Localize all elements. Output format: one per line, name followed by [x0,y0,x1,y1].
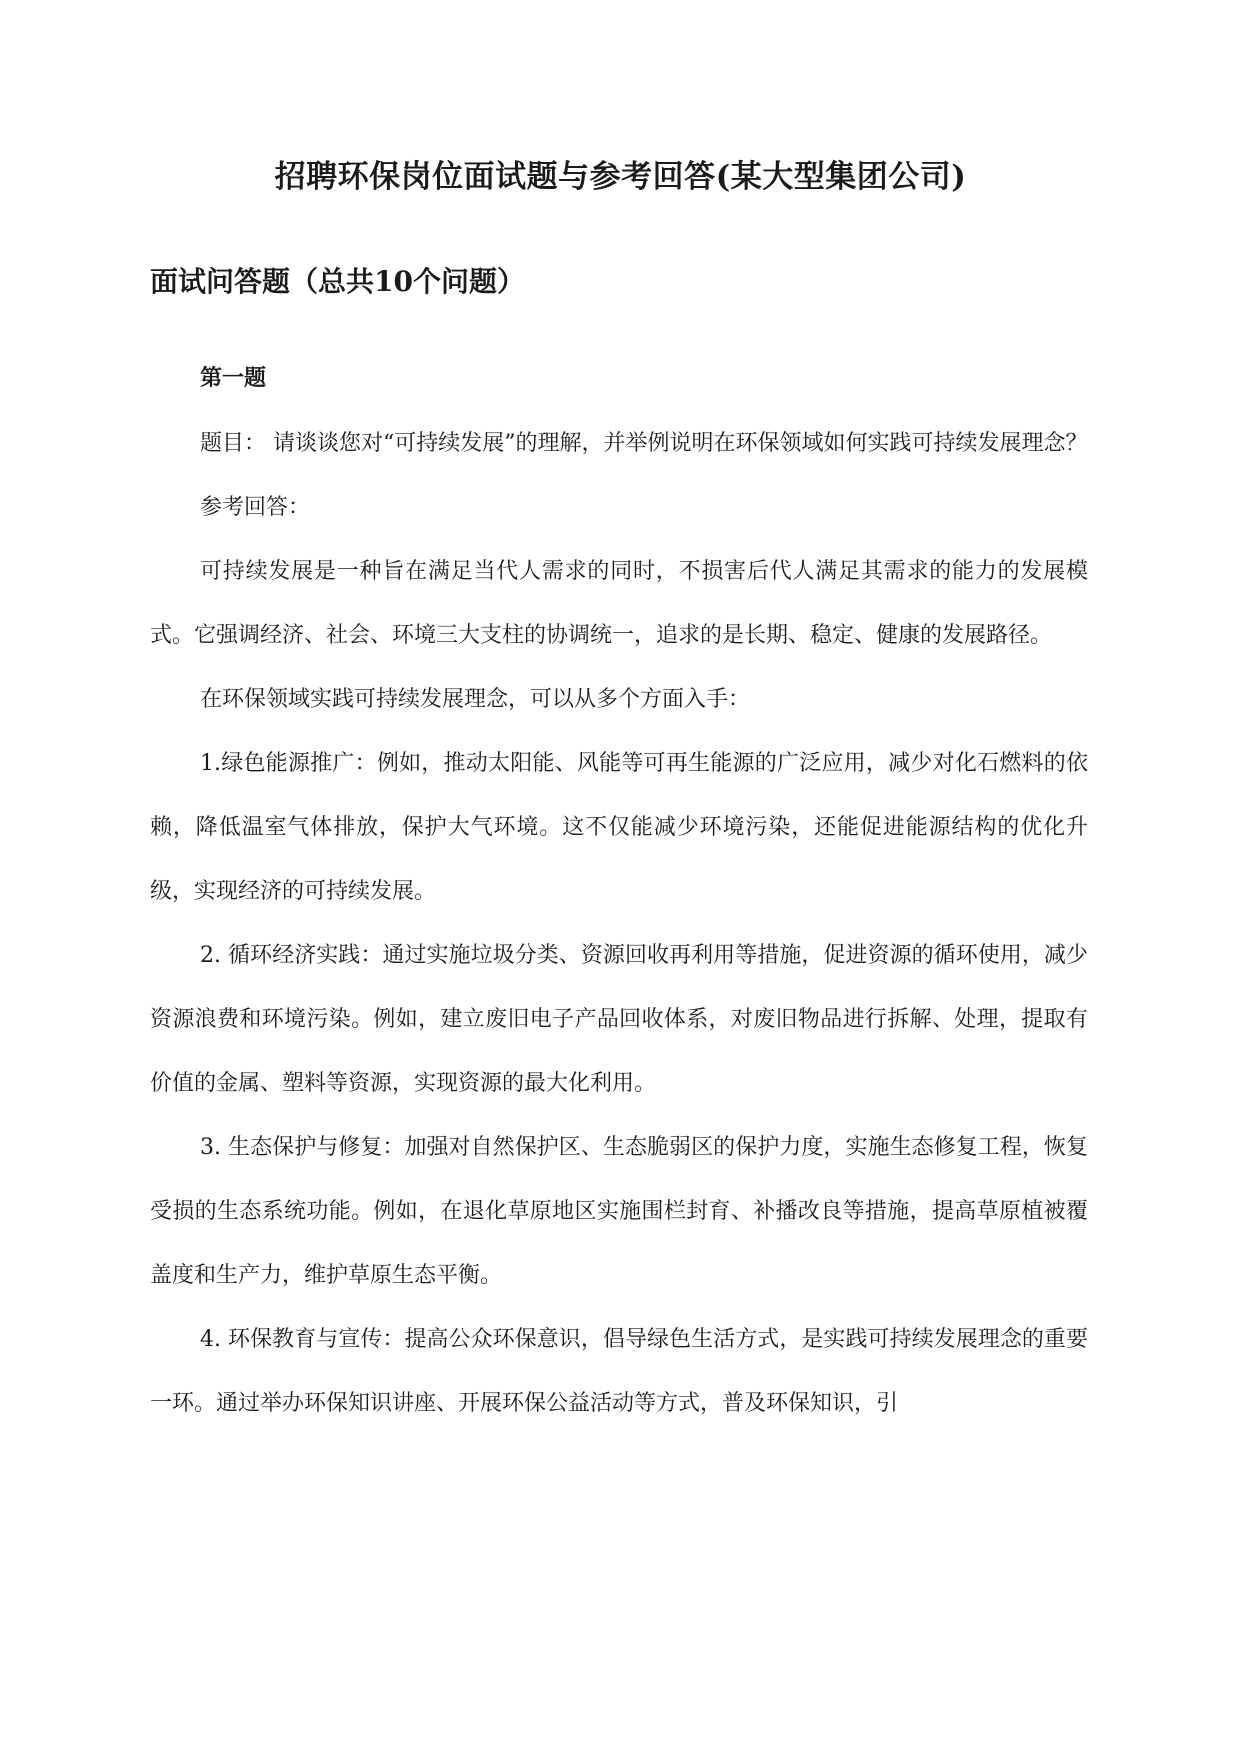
question-label: 第一题 [200,365,267,391]
answer-paragraph: 3. 生态保护与修复：加强对自然保护区、生态脆弱区的保护力度，实施生态修复工程，恢复受损的生态系统功能。例如，在退化草原地区实施围栏封育、补播改良等措施，提高草原植被覆盖度和生产力，维护草原生态平衡。 [150,1135,1088,1288]
answer-label: 参考回答： [200,495,311,520]
document-body [150,346,1088,1436]
section-heading: 面试问答题（总共10个问题） [150,265,525,298]
answer-paragraph: 4. 环保教育与宣传：提高公众环保意识，倡导绿色生活方式，是实践可持续发展理念的重要一环。通过举办环保知识讲座、开展环保公益活动等方式，普及环保知识，引 [150,1327,1088,1416]
answer-paragraph: 在环保领域实践可持续发展理念，可以从多个方面入手： [200,687,751,712]
question-prompt: 题目： 请谈谈您对“可持续发展”的理解，并举例说明在环保领域如何实践可持续发展理念？ [200,431,1088,456]
document-title: 招聘环保岗位面试题与参考回答(某大型集团公司) [274,159,967,195]
answer-paragraph: 1.绿色能源推广：例如，推动太阳能、风能等可再生能源的广泛应用，减少对化石燃料的依赖，降低温室气体排放，保护大气环境。这不仅能减少环境污染，还能促进能源结构的优化升级，实现经济的可持续发展。 [150,751,1088,904]
answer-paragraph: 可持续发展是一种旨在满足当代人需求的同时，不损害后代人满足其需求的能力的发展模式。它强调经济、社会、环境三大支柱的协调统一，追求的是长期、稳定、健康的发展路径。 [150,559,1088,648]
answer-paragraph: 2. 循环经济实践：通过实施垃圾分类、资源回收再利用等措施，促进资源的循环使用，减少资源浪费和环境污染。例如，建立废旧电子产品回收体系，对废旧物品进行拆解、处理，提取有价值的金属、塑料等资源，实现资源的最大化利用。 [150,943,1088,1096]
